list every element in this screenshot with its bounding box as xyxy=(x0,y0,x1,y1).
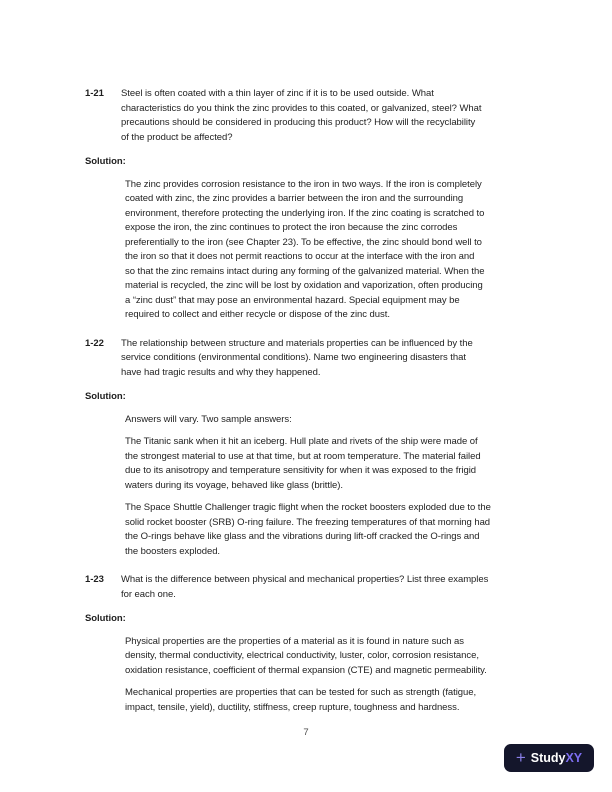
question-row xyxy=(85,87,545,145)
problem-number: 1-21 xyxy=(85,88,104,99)
problem-1-21 xyxy=(85,87,545,323)
document-content xyxy=(85,87,545,715)
solution-paragraph: The zinc provides corrosion resistance to the iron in two ways. If the iron is completely coated with zinc, the zinc provides a barrier between the iron and the surrounding environment, therefore protecting the underlying iron. If the zinc coating is scratched to expose the iron, the zinc continues to protect the iron because the zinc corrodes preferentially to the iron (see Chapter 23). To be effective, the zinc should bond well to the iron so that it does not permit reactions to occur at the interface with the iron and so that the zinc remains intact during any forming of the galvanized material. When the material is recycled, the zinc will be lost by oxidation and vaporization, often producing a “zinc dust” that may pose an environmental hazard. Special equipment may be required to collect and either recycle or dispose of the zinc dust. xyxy=(125,178,485,320)
question-text: What is the difference between physical and mechanical properties? List three examples for each one. xyxy=(121,574,489,600)
solution-heading: Solution: xyxy=(85,391,126,402)
page-number: 7 xyxy=(303,727,309,738)
brand-name-primary: Study xyxy=(530,750,566,765)
problem-1-23 xyxy=(85,573,545,715)
question-text: Steel is often coated with a thin layer of zinc if it is to be used outside. What characteristics do you think the zinc provides to this coated, or galvanized, steel? What precautions should be considered in producing this product? How will the recyclability of the product be affected? xyxy=(121,88,482,143)
solution-heading: Solution: xyxy=(85,156,126,167)
question-row xyxy=(85,337,545,381)
solution-heading: Solution: xyxy=(85,613,126,624)
problem-1-22 xyxy=(85,337,545,560)
question-row xyxy=(85,573,545,602)
solution-paragraph: The Space Shuttle Challenger tragic flight when the rocket boosters exploded due to the solid rocket booster (SRB) O-ring failure. The freezing temperatures of that morning had the O-rings behave like glass and the vibrations during lift-off cracked the O-rings and the boosters exploded. xyxy=(125,502,491,557)
studyxy-logo xyxy=(504,744,594,772)
plus-icon: + xyxy=(515,747,526,767)
solution-paragraph: Mechanical properties are properties that can be tested for such as strength (fatigue, impact, tensile, yield), ductility, stiffness, creep rupture, toughness and hardness. xyxy=(125,687,477,713)
brand-name xyxy=(531,751,582,766)
solution-paragraph: Physical properties are the properties of a material as it is found in nature such as density, thermal conductivity, electrical conductivity, luster, color, corrosion resistance, oxidation resistance, coefficient of thermal expansion (CTE) and magnetic permeability. xyxy=(125,635,487,676)
solution-paragraph: The Titanic sank when it hit an iceberg. Hull plate and rivets of the ship were made of the strongest material to use at that time, but at room temperature. The material failed due to its anisotropy and temperature sensitivity for when it was exposed to the frigid waters during its voyage, behaved like glass (brittle). xyxy=(125,436,481,491)
question-text: The relationship between structure and materials properties can be influenced by the service conditions (environmental conditions). Name two engineering disasters that have had tragic results and why they happened. xyxy=(121,337,473,378)
solution-paragraph: Answers will vary. Two sample answers: xyxy=(125,413,292,425)
problem-number: 1-23 xyxy=(85,574,104,585)
problem-number: 1-22 xyxy=(85,337,104,349)
brand-name-accent: XY xyxy=(565,750,583,765)
